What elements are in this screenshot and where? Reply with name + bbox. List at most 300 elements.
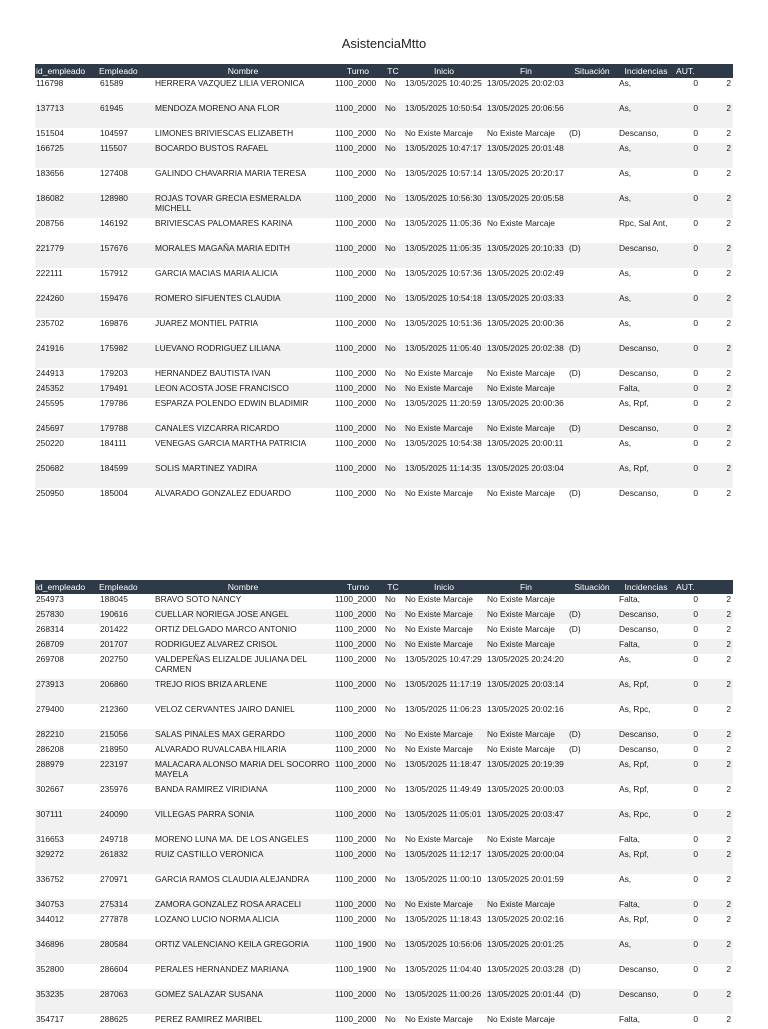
cell-tc: No: [383, 809, 403, 834]
cell-nombre: PEREZ RAMIREZ MARIBEL: [155, 1014, 263, 1024]
cell-nombre: BANDA RAMIREZ VIRIDIANA: [155, 784, 268, 794]
cell-incidencias: Descanso,: [619, 368, 659, 378]
cell-tc: No: [385, 874, 396, 884]
cell-aut: 0: [693, 438, 698, 448]
cell-aut: 0: [693, 398, 698, 408]
cell-tc: No: [385, 784, 396, 794]
cell-turno: 1100_2000: [335, 704, 377, 714]
cell-empleado: 275314: [98, 899, 153, 914]
cell-aut: 0: [675, 899, 700, 914]
table-row: [35, 729, 733, 744]
cell-inicio: 13/05/2025 11:49:49: [405, 784, 482, 794]
cell-turno: 1100_2000: [333, 899, 383, 914]
cell-aut-2: 2: [726, 834, 731, 844]
cell-empleado: 249718: [100, 834, 128, 844]
table-row: [35, 939, 733, 964]
cell-incidencias: As,: [619, 78, 632, 88]
table-row: [35, 964, 733, 989]
cell-aut-2: 2: [726, 704, 731, 714]
cell-inicio: No Existe Marcaje: [405, 488, 473, 498]
cell-turno: 1100_2000: [333, 729, 383, 744]
header-empleado: Empleado: [98, 64, 153, 78]
cell-tc: No: [385, 594, 396, 604]
cell-fin: No Existe Marcaje: [487, 368, 555, 378]
cell-tc: No: [383, 193, 403, 218]
cell-nombre: ORTIZ DELGADO MARCO ANTONIO: [155, 624, 297, 634]
cell-fin: No Existe Marcaje: [487, 624, 555, 634]
cell-empleado: 218950: [100, 744, 128, 754]
cell-situacion: [567, 939, 617, 964]
cell-nombre: MALACARA ALONSO MARIA DEL SOCORRO MAYELA: [153, 759, 333, 784]
cell-aut-2: 2: [726, 318, 731, 328]
cell-id-empleado: 257830: [35, 609, 98, 624]
cell-tc: No: [383, 759, 403, 784]
cell-tc: No: [383, 849, 403, 874]
cell-aut: 0: [693, 784, 698, 794]
cell-situacion: (D): [567, 423, 617, 438]
cell-empleado: 223197: [98, 759, 153, 784]
cell-aut: 0: [693, 218, 698, 228]
cell-incidencias: Descanso,: [617, 243, 675, 268]
cell-empleado: 184111: [100, 438, 127, 448]
cell-empleado: 286604: [100, 964, 128, 974]
cell-nombre: SALAS PINALES MAX GERARDO: [153, 729, 333, 744]
cell-fin: No Existe Marcaje: [487, 488, 555, 498]
cell-situacion: [567, 168, 617, 193]
cell-empleado: 104597: [100, 128, 128, 138]
cell-aut: 0: [693, 654, 698, 664]
cell-fin: 13/05/2025 20:19:39: [485, 759, 567, 784]
cell-id-empleado: 336752: [36, 874, 64, 884]
cell-nombre: SOLIS MARTINEZ YADIRA: [153, 463, 333, 488]
table-row: [35, 744, 733, 759]
table-row: [35, 318, 733, 343]
cell-id-empleado: 288979: [35, 759, 98, 784]
cell-inicio: No Existe Marcaje: [405, 594, 473, 604]
cell-turno: 1100_2000: [335, 874, 377, 884]
cell-id-empleado: 208756: [36, 218, 64, 228]
header-id-empleado: id_empleado: [35, 64, 98, 78]
cell-tc: No: [383, 989, 403, 1014]
table-row: [35, 488, 733, 503]
header-turno: Turno: [333, 64, 383, 78]
cell-aut: 0: [675, 103, 700, 128]
cell-inicio: 13/05/2025 11:18:47: [403, 759, 485, 784]
cell-situacion: (D): [569, 128, 581, 138]
cell-incidencias: As, Rpf,: [619, 784, 649, 794]
cell-situacion: [567, 899, 617, 914]
cell-nombre: MENDOZA MORENO ANA FLOR: [153, 103, 333, 128]
header-tc: TC: [383, 64, 403, 78]
cell-aut-2: 2: [726, 128, 731, 138]
cell-situacion: [567, 218, 617, 243]
table-header: [35, 64, 733, 78]
cell-id-empleado: 340753: [35, 899, 98, 914]
cell-empleado: 157912: [100, 268, 128, 278]
cell-aut: 0: [675, 809, 700, 834]
cell-aut: 0: [675, 343, 700, 368]
cell-fin: No Existe Marcaje: [487, 744, 555, 754]
cell-turno: 1100_2000: [333, 243, 383, 268]
cell-nombre: ESPARZA POLENDO EDWIN BLADIMIR: [155, 398, 309, 408]
cell-incidencias: Descanso,: [619, 964, 659, 974]
cell-aut: 0: [675, 759, 700, 784]
cell-aut-2: 2: [700, 679, 733, 704]
cell-tc: No: [385, 488, 396, 498]
cell-fin: 13/05/2025 20:05:58: [485, 193, 567, 218]
cell-id-empleado: 352800: [36, 964, 64, 974]
cell-id-empleado: 316653: [36, 834, 64, 844]
cell-nombre: ALVARADO GONZALEZ EDUARDO: [155, 488, 292, 498]
header-empleado: Empleado: [98, 580, 153, 594]
cell-inicio: No Existe Marcaje: [403, 639, 485, 654]
cell-empleado: 179788: [98, 423, 153, 438]
cell-id-empleado: 279400: [36, 704, 64, 714]
cell-aut-2: 2: [700, 639, 733, 654]
cell-tc: No: [385, 218, 396, 228]
table-row: [35, 268, 733, 293]
cell-incidencias: As,: [619, 654, 632, 664]
table-row: [35, 243, 733, 268]
cell-aut-2: 2: [700, 423, 733, 438]
cell-nombre: GALINDO CHAVARRIA MARIA TERESA: [155, 168, 307, 178]
header-turno: Turno: [333, 580, 383, 594]
cell-fin: 13/05/2025 20:02:49: [487, 268, 564, 278]
cell-empleado: 212360: [100, 704, 128, 714]
cell-aut-2: 2: [700, 383, 733, 398]
cell-inicio: 13/05/2025 11:05:35: [403, 243, 485, 268]
cell-tc: No: [385, 368, 396, 378]
cell-fin: No Existe Marcaje: [487, 1014, 555, 1024]
header-aut: AUT.: [675, 580, 700, 594]
cell-inicio: No Existe Marcaje: [403, 899, 485, 914]
cell-nombre: LOZANO LUCIO NORMA ALICIA: [155, 914, 279, 924]
cell-aut: 0: [675, 639, 700, 654]
cell-tc: No: [383, 899, 403, 914]
cell-inicio: 13/05/2025 11:05:36: [405, 218, 482, 228]
cell-aut: 0: [693, 128, 698, 138]
header-aut-values: [700, 64, 733, 78]
cell-nombre: GARCIA MACIAS MARIA ALICIA: [155, 268, 278, 278]
table-row: [35, 759, 733, 784]
cell-incidencias: Falta,: [617, 899, 675, 914]
cell-tc: No: [385, 268, 396, 278]
table-row: [35, 704, 733, 729]
cell-inicio: 13/05/2025 11:05:01: [403, 809, 485, 834]
cell-situacion: [567, 784, 617, 809]
cell-inicio: 13/05/2025 10:57:14: [405, 168, 482, 178]
cell-aut-2: 2: [700, 463, 733, 488]
cell-situacion: [567, 1014, 617, 1029]
cell-aut-2: 2: [726, 1014, 731, 1024]
cell-id-empleado: 151504: [36, 128, 64, 138]
cell-id-empleado: 346896: [35, 939, 98, 964]
cell-aut: 0: [675, 463, 700, 488]
cell-empleado: 146192: [100, 218, 128, 228]
cell-aut-2: 2: [726, 398, 731, 408]
cell-aut: 0: [693, 268, 698, 278]
cell-empleado: 179786: [100, 398, 128, 408]
cell-situacion: [567, 318, 617, 343]
cell-incidencias: Descanso,: [619, 744, 659, 754]
cell-nombre: LEON ACOSTA JOSE FRANCISCO: [153, 383, 333, 398]
cell-aut: 0: [693, 168, 698, 178]
cell-empleado: 288625: [100, 1014, 128, 1024]
cell-aut-2: 2: [726, 488, 731, 498]
cell-aut-2: 2: [726, 218, 731, 228]
cell-id-empleado: 116798: [36, 78, 64, 88]
cell-aut-2: 2: [700, 809, 733, 834]
cell-nombre: CANALES VIZCARRA RICARDO: [153, 423, 333, 438]
cell-empleado: 240090: [98, 809, 153, 834]
cell-fin: 13/05/2025 20:06:56: [485, 103, 567, 128]
cell-inicio: 13/05/2025 10:51:36: [405, 318, 482, 328]
cell-id-empleado: 353235: [35, 989, 98, 1014]
cell-empleado: 61589: [100, 78, 124, 88]
cell-aut-2: 2: [700, 989, 733, 1014]
cell-empleado: 61945: [98, 103, 153, 128]
cell-nombre: GARCIA RAMOS CLAUDIA ALEJANDRA: [155, 874, 310, 884]
cell-fin: 13/05/2025 20:24:20: [487, 654, 564, 664]
attendance-table-2: [35, 580, 733, 1029]
cell-turno: 1100_2000: [333, 809, 383, 834]
cell-turno: 1100_2000: [333, 143, 383, 168]
cell-turno: 1100_2000: [335, 784, 377, 794]
cell-situacion: [567, 914, 617, 939]
cell-aut-2: 2: [726, 744, 731, 754]
cell-turno: 1100_2000: [335, 1014, 377, 1024]
cell-inicio: 13/05/2025 10:57:36: [405, 268, 482, 278]
cell-fin: 13/05/2025 20:20:17: [487, 168, 564, 178]
cell-aut-2: 2: [700, 193, 733, 218]
cell-empleado: 169876: [100, 318, 128, 328]
header-incidencias: Incidencias: [617, 64, 675, 78]
cell-incidencias: Descanso,: [617, 423, 675, 438]
cell-aut-2: 2: [700, 343, 733, 368]
cell-fin: No Existe Marcaje: [487, 834, 555, 844]
cell-fin: No Existe Marcaje: [485, 639, 567, 654]
table-row: [35, 914, 733, 939]
header-nombre: Nombre: [153, 580, 333, 594]
cell-tc: No: [385, 398, 396, 408]
cell-inicio: No Existe Marcaje: [405, 624, 473, 634]
cell-fin: 13/05/2025 20:03:14: [485, 679, 567, 704]
cell-nombre: HERNANDEZ BAUTISTA IVAN: [155, 368, 271, 378]
table-row: [35, 594, 733, 609]
cell-incidencias: Falta,: [619, 1014, 640, 1024]
cell-id-empleado: 137713: [35, 103, 98, 128]
cell-nombre: ROJAS TOVAR GRECIA ESMERALDA MICHELL: [153, 193, 333, 218]
cell-inicio: 13/05/2025 11:18:43: [405, 914, 482, 924]
cell-aut: 0: [675, 989, 700, 1014]
cell-inicio: 13/05/2025 10:47:29: [405, 654, 482, 664]
cell-tc: No: [385, 318, 396, 328]
cell-fin: 13/05/2025 20:02:38: [485, 343, 567, 368]
cell-fin: No Existe Marcaje: [485, 383, 567, 398]
cell-turno: 1100_2000: [335, 368, 377, 378]
cell-fin: No Existe Marcaje: [487, 218, 555, 228]
cell-situacion: (D): [567, 989, 617, 1014]
header-situacion: Situación: [567, 64, 617, 78]
cell-aut: 0: [693, 744, 698, 754]
table-row: [35, 193, 733, 218]
cell-aut-2: 2: [700, 849, 733, 874]
cell-id-empleado: 273913: [35, 679, 98, 704]
cell-situacion: [567, 654, 617, 679]
cell-fin: 13/05/2025 20:00:11: [487, 438, 564, 448]
cell-inicio: 13/05/2025 11:05:40: [403, 343, 485, 368]
cell-inicio: 13/05/2025 10:50:54: [403, 103, 485, 128]
header-aut-values: [700, 580, 733, 594]
cell-id-empleado: 344012: [36, 914, 64, 924]
cell-situacion: [567, 463, 617, 488]
cell-situacion: [567, 103, 617, 128]
table-row: [35, 103, 733, 128]
cell-fin: 13/05/2025 20:00:36: [487, 398, 564, 408]
cell-empleado: 270971: [100, 874, 128, 884]
cell-aut-2: 2: [700, 939, 733, 964]
cell-inicio: 13/05/2025 11:14:35: [403, 463, 485, 488]
cell-aut-2: 2: [726, 368, 731, 378]
cell-empleado: 185004: [100, 488, 128, 498]
cell-nombre: VELOZ CERVANTES JAIRO DANIEL: [155, 704, 295, 714]
cell-tc: No: [383, 639, 403, 654]
cell-aut-2: 2: [700, 143, 733, 168]
cell-nombre: LIMONES BRIVIESCAS ELIZABETH: [155, 128, 294, 138]
cell-fin: No Existe Marcaje: [485, 729, 567, 744]
cell-incidencias: As, Rpf,: [617, 679, 675, 704]
cell-empleado: 206860: [98, 679, 153, 704]
cell-incidencias: As, Rpc,: [617, 809, 675, 834]
cell-fin: No Existe Marcaje: [485, 423, 567, 438]
cell-id-empleado: 286208: [36, 744, 64, 754]
header-inicio: Inicio: [403, 64, 485, 78]
cell-turno: 1100_1900: [333, 939, 383, 964]
cell-aut-2: 2: [726, 624, 731, 634]
cell-turno: 1100_2000: [333, 193, 383, 218]
cell-turno: 1100_2000: [335, 268, 377, 278]
cell-aut: 0: [693, 78, 698, 88]
cell-aut-2: 2: [726, 168, 731, 178]
cell-aut-2: 2: [700, 293, 733, 318]
cell-fin: 13/05/2025 20:01:44: [485, 989, 567, 1014]
cell-turno: 1100_2000: [333, 679, 383, 704]
cell-id-empleado: 186082: [35, 193, 98, 218]
cell-aut: 0: [675, 193, 700, 218]
header-id-empleado: id_empleado: [35, 580, 98, 594]
cell-empleado: 215056: [98, 729, 153, 744]
cell-turno: 1100_2000: [335, 128, 377, 138]
cell-inicio: 13/05/2025 11:17:19: [403, 679, 485, 704]
cell-turno: 1100_2000: [335, 834, 377, 844]
cell-id-empleado: 235702: [36, 318, 64, 328]
cell-inicio: 13/05/2025 11:00:10: [405, 874, 482, 884]
cell-turno: 1100_2000: [333, 639, 383, 654]
header-fin: Fin: [485, 64, 567, 78]
cell-incidencias: As,: [617, 143, 675, 168]
cell-empleado: 190616: [98, 609, 153, 624]
cell-situacion: [567, 78, 617, 103]
cell-aut: 0: [693, 1014, 698, 1024]
cell-empleado: 235976: [100, 784, 128, 794]
table-row: [35, 128, 733, 143]
cell-aut: 0: [693, 704, 698, 714]
cell-id-empleado: 245697: [35, 423, 98, 438]
cell-nombre: HERRERA VAZQUEZ LILIA VERONICA: [155, 78, 305, 88]
cell-id-empleado: 250220: [36, 438, 64, 448]
cell-fin: 13/05/2025 20:00:04: [485, 849, 567, 874]
cell-incidencias: As,: [617, 293, 675, 318]
cell-tc: No: [385, 128, 396, 138]
cell-turno: 1100_2000: [335, 594, 377, 604]
attendance-table-1: [35, 64, 733, 503]
cell-incidencias: Rpc, Sal Ant,: [619, 218, 668, 228]
cell-aut: 0: [693, 368, 698, 378]
cell-aut: 0: [693, 624, 698, 634]
cell-situacion: [567, 639, 617, 654]
cell-turno: 1100_2000: [335, 318, 377, 328]
cell-nombre: MORENO LUNA MA. DE LOS ANGELES: [155, 834, 309, 844]
cell-inicio: No Existe Marcaje: [403, 729, 485, 744]
cell-inicio: 13/05/2025 10:40:25: [405, 78, 482, 88]
cell-empleado: 201707: [98, 639, 153, 654]
cell-tc: No: [385, 1014, 396, 1024]
cell-situacion: (D): [567, 729, 617, 744]
cell-situacion: [567, 398, 617, 423]
cell-nombre: RUIZ CASTILLO VERONICA: [153, 849, 333, 874]
cell-id-empleado: 245595: [36, 398, 64, 408]
cell-turno: 1100_2000: [335, 438, 377, 448]
table-row: [35, 218, 733, 243]
cell-nombre: GOMEZ SALAZAR SUSANA: [153, 989, 333, 1014]
header-fin: Fin: [485, 580, 567, 594]
cell-empleado: 184599: [98, 463, 153, 488]
cell-tc: No: [385, 744, 396, 754]
table-row: [35, 438, 733, 463]
cell-turno: 1100_2000: [335, 624, 377, 634]
cell-inicio: 13/05/2025 10:54:18: [403, 293, 485, 318]
cell-fin: 13/05/2025 20:02:03: [487, 78, 564, 88]
cell-incidencias: As,: [617, 103, 675, 128]
cell-nombre: VALDEPEÑAS ELIZALDE JULIANA DEL CARMEN: [155, 654, 307, 674]
cell-situacion: (D): [567, 343, 617, 368]
cell-inicio: No Existe Marcaje: [405, 834, 473, 844]
cell-empleado: 188045: [100, 594, 128, 604]
cell-id-empleado: 221779: [35, 243, 98, 268]
cell-aut: 0: [675, 383, 700, 398]
cell-turno: 1100_2000: [335, 914, 377, 924]
cell-tc: No: [385, 704, 396, 714]
cell-situacion: (D): [569, 624, 581, 634]
cell-aut-2: 2: [726, 964, 731, 974]
cell-inicio: 13/05/2025 10:54:38: [405, 438, 482, 448]
cell-tc: No: [383, 609, 403, 624]
cell-turno: 1100_2000: [333, 849, 383, 874]
cell-empleado: 261832: [98, 849, 153, 874]
cell-aut: 0: [675, 243, 700, 268]
cell-tc: No: [385, 168, 396, 178]
cell-aut: 0: [693, 874, 698, 884]
cell-aut: 0: [693, 914, 698, 924]
cell-aut: 0: [693, 834, 698, 844]
cell-empleado: 157676: [98, 243, 153, 268]
cell-inicio: 13/05/2025 11:04:40: [405, 964, 482, 974]
cell-fin: 13/05/2025 20:03:33: [485, 293, 567, 318]
table-row: [35, 383, 733, 398]
cell-fin: No Existe Marcaje: [487, 128, 555, 138]
cell-turno: 1100_2000: [335, 218, 377, 228]
cell-fin: 13/05/2025 20:00:36: [487, 318, 564, 328]
